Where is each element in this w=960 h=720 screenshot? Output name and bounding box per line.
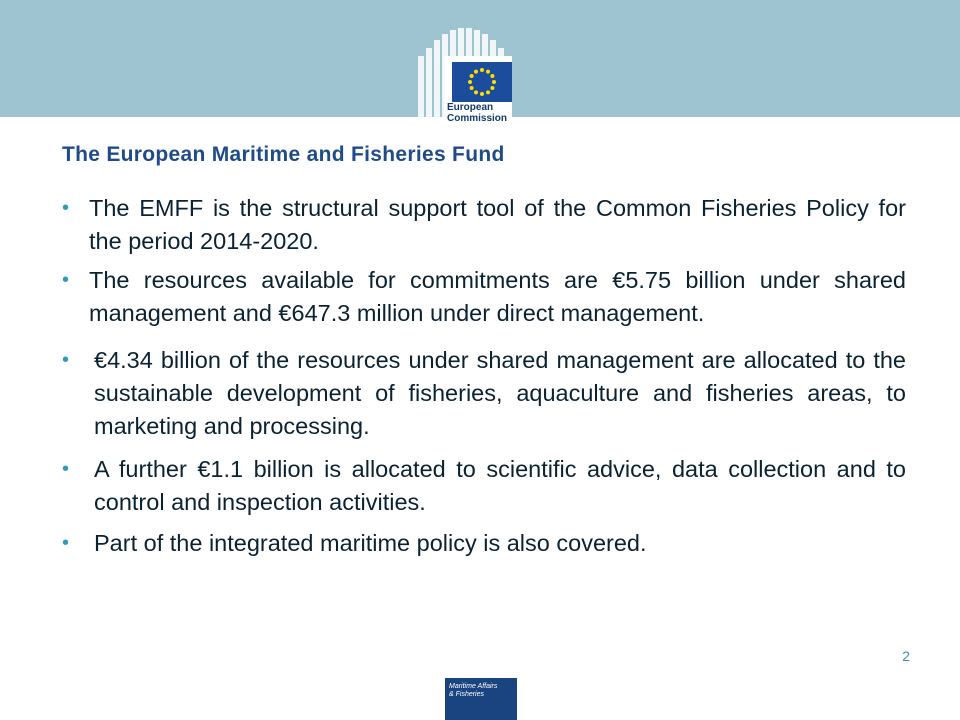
badge-line2: & Fisheries: [449, 691, 485, 698]
bullet-list: [60, 192, 906, 560]
logo-text-line2: Commission: [447, 113, 508, 124]
bullet-dot-icon: •: [62, 532, 70, 554]
bullet-item: [60, 264, 906, 330]
logo-wordmark: [447, 102, 517, 124]
bullet-item: [60, 527, 906, 560]
bullet-item: [60, 192, 906, 258]
badge-line1: Maritime Affairs: [449, 683, 498, 690]
bullet-text: The resources available for commitments are €5.75 billion under shared management and €647.3 million under direct management.: [89, 267, 906, 326]
bullet-dot-icon: •: [62, 349, 70, 371]
footer-badge-text: [449, 683, 497, 699]
bullet-text: Part of the integrated maritime policy is also covered.: [94, 530, 647, 556]
bullet-item: [60, 453, 906, 519]
bullet-dot-icon: •: [62, 269, 70, 291]
bullet-text: €4.34 billion of the resources under shared management are allocated to the sustainable development of fisheries, aquaculture and fisheries areas, to marketing and processing.: [94, 347, 906, 439]
bullet-dot-icon: •: [62, 458, 70, 480]
bullet-text: The EMFF is the structural support tool of the Common Fisheries Policy for the period 2014-2020.: [89, 195, 906, 254]
page-number: 2: [902, 648, 910, 664]
eu-flag-icon: [452, 62, 512, 102]
bullet-text: A further €1.1 billion is allocated to scientific advice, data collection and to control and inspection activities.: [94, 456, 906, 515]
logo-text-line1: European: [447, 102, 494, 113]
bullet-item: [60, 344, 906, 443]
slide-title: The European Maritime and Fisheries Fund: [62, 143, 505, 166]
bullet-dot-icon: •: [62, 197, 70, 219]
footer-badge: [445, 678, 517, 720]
